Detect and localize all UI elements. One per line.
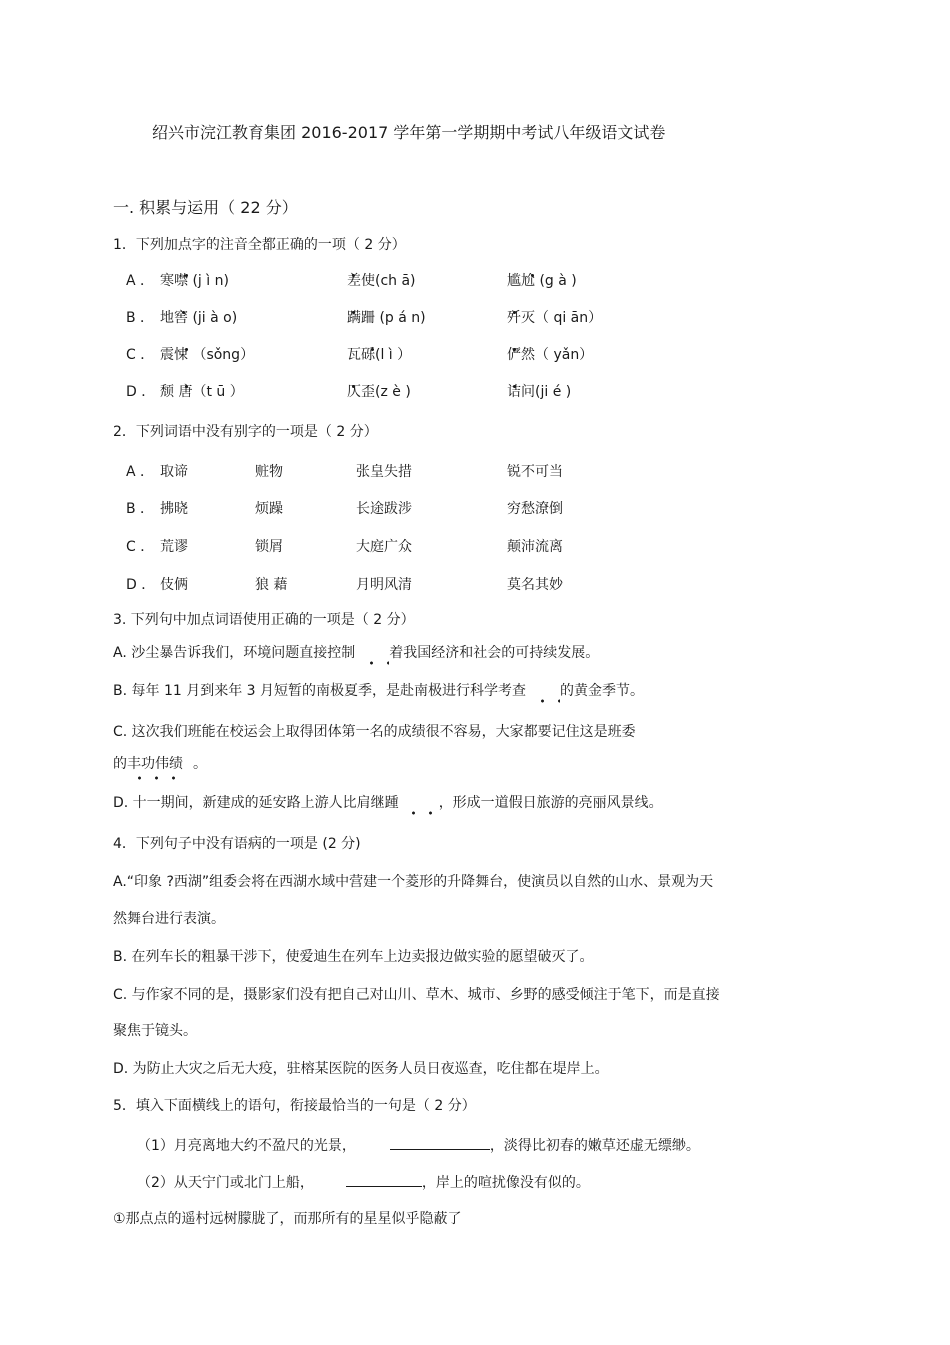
q1-c-word2: 瓦砾(l ì ） bbox=[347, 347, 412, 363]
q1-c-word3: 俨然（ yǎn） bbox=[507, 347, 594, 363]
option-label: D ． bbox=[126, 577, 156, 593]
q2-a-word1: 取谛 bbox=[160, 464, 188, 480]
q2-b-word4: 穷愁潦倒 bbox=[507, 501, 563, 517]
q3-a-text-before: A. 沙尘暴告诉我们，环境问题直接控制 bbox=[113, 645, 356, 661]
q1-b-word3: 歼灭（ qi ān） bbox=[507, 310, 603, 326]
q5-s2-blank bbox=[346, 1172, 422, 1187]
q5-s1-blank bbox=[390, 1135, 490, 1150]
q4-option-b: B. 在列车长的粗暴干涉下，使爱迪生在列车上边卖报边做实验的愿望破灭了。 bbox=[113, 949, 594, 965]
q2-b-word2: 烦躁 bbox=[255, 501, 283, 517]
q3-stem: 3. 下列句中加点词语使用正确的一项是（ 2 分） bbox=[113, 612, 415, 628]
q3-c-text-after: 。 bbox=[193, 756, 207, 772]
q1-d-word2: 仄歪(z è ) bbox=[347, 384, 411, 400]
exam-title: 绍兴市浣江教育集团 2016-2017 学年第一学期期中考试八年级语文试卷 bbox=[152, 123, 666, 142]
option-label: C ． bbox=[126, 539, 155, 555]
q5-s2-text-after: ，岸上的喧扰像没有似的。 bbox=[421, 1175, 590, 1191]
q2-b-word1: 拂晓 bbox=[160, 501, 188, 517]
q5-s1-text-after: ，淡得比初春的嫩草还虚无缥缈。 bbox=[489, 1138, 700, 1154]
q1-a-word2: 差使(ch ā) bbox=[347, 273, 416, 289]
q2-a-word2: 赃物 bbox=[255, 464, 283, 480]
q2-d-word1: 伎俩 bbox=[160, 577, 188, 593]
q3-option-a bbox=[113, 643, 599, 662]
q1-a-word1: 寒噤 (j ì n) bbox=[160, 273, 229, 289]
q2-a-word4: 锐不可当 bbox=[507, 464, 563, 480]
q3-c-emphasized-word: 丰功伟绩 bbox=[127, 756, 183, 772]
q3-a-text-after: 着我国经济和社会的可持续发展。 bbox=[389, 645, 600, 661]
q5-s2-text-before: （2）从天宁门或北门上船， bbox=[137, 1175, 314, 1191]
q3-d-text-after: ，形成一道假日旅游的亮丽风景线。 bbox=[438, 795, 663, 811]
option-label: C ． bbox=[126, 347, 155, 363]
option-label: A ． bbox=[126, 273, 155, 289]
emphasis-dots bbox=[399, 793, 439, 807]
q2-c-word3: 大庭广众 bbox=[356, 539, 412, 555]
section-heading: 一. 积累与运用（ 22 分） bbox=[113, 198, 298, 217]
q3-option-d bbox=[113, 793, 663, 812]
option-label: B ． bbox=[126, 501, 155, 517]
q3-b-text-before: B. 每年 11 月到来年 3 月短暂的南极夏季，是赴南极进行科学考查 bbox=[113, 683, 527, 699]
q3-c-text-before: 的 bbox=[113, 756, 127, 772]
q1-c-word1: 震悚 （sǒng） bbox=[160, 347, 255, 363]
q1-b-word2: 蹒跚 (p á n) bbox=[347, 310, 426, 326]
q4-option-c-line1: C. 与作家不同的是，摄影家们没有把自己对山川、草木、城市、乡野的感受倾注于笔下，而是直接 bbox=[113, 987, 720, 1003]
q2-c-word4: 颠沛流离 bbox=[507, 539, 563, 555]
q2-c-word1: 荒谬 bbox=[160, 539, 188, 555]
q1-stem: 1．下列加点字的注音全都正确的一项（ 2 分） bbox=[113, 237, 406, 253]
q4-option-c-line2: 聚焦于镜头。 bbox=[113, 1023, 197, 1039]
q2-b-word3: 长途跋涉 bbox=[356, 501, 412, 517]
option-label: B ． bbox=[126, 310, 155, 326]
q5-sentence-2 bbox=[137, 1172, 590, 1192]
q3-option-c-line1: C. 这次我们班能在校运会上取得团体第一名的成绩很不容易，大家都要记住这是班委 bbox=[113, 724, 636, 740]
q3-b-text-after: 的黄金季节。 bbox=[560, 683, 645, 699]
emphasis-dots bbox=[355, 643, 389, 657]
q1-a-word3: 尴尬 (g à ) bbox=[507, 273, 577, 289]
option-label: D ． bbox=[126, 384, 156, 400]
q1-b-word1: 地窖 (ji à o) bbox=[160, 310, 238, 326]
q4-option-a-line1: A.“印象 ?西湖”组委会将在西湖水域中营建一个菱形的升降舞台，使演员以自然的山水、景观为天 bbox=[113, 874, 714, 890]
q5-s1-text-before: （1）月亮离地大约不盈尺的光景， bbox=[137, 1138, 356, 1154]
q5-stem: 5．填入下面横线上的语句，衔接最恰当的一句是（ 2 分） bbox=[113, 1098, 476, 1114]
q2-d-word4: 莫名其妙 bbox=[507, 577, 563, 593]
q2-d-word3: 月明风清 bbox=[356, 577, 412, 593]
option-label: A ． bbox=[126, 464, 155, 480]
emphasis-dots bbox=[526, 681, 560, 695]
q3-option-c-line2 bbox=[113, 755, 207, 773]
q3-option-b bbox=[113, 681, 644, 700]
q2-d-word2: 狼 藉 bbox=[255, 577, 288, 593]
q2-c-word2: 锁屑 bbox=[255, 539, 283, 555]
q5-sentence-1 bbox=[137, 1135, 700, 1155]
q3-d-text-before: D. 十一期间，新建成的延安路上游人比肩继踵 bbox=[113, 795, 399, 811]
q4-option-a-line2: 然舞台进行表演。 bbox=[113, 911, 225, 927]
q1-d-word3: 诘问(ji é ) bbox=[507, 384, 572, 400]
q1-d-word1: 颓 唐（t ū ） bbox=[160, 384, 244, 400]
q5-choice-1: ①那点点的遥村远树朦胧了，而那所有的星星似乎隐蔽了 bbox=[113, 1211, 462, 1227]
q4-option-d: D. 为防止大灾之后无大疫，驻榕某医院的医务人员日夜巡查，吃住都在堤岸上。 bbox=[113, 1061, 609, 1077]
q2-a-word3: 张皇失措 bbox=[356, 464, 412, 480]
q2-stem: 2．下列词语中没有别字的一项是（ 2 分） bbox=[113, 424, 378, 440]
q4-stem: 4．下列句子中没有语病的一项是 (2 分) bbox=[113, 836, 361, 852]
